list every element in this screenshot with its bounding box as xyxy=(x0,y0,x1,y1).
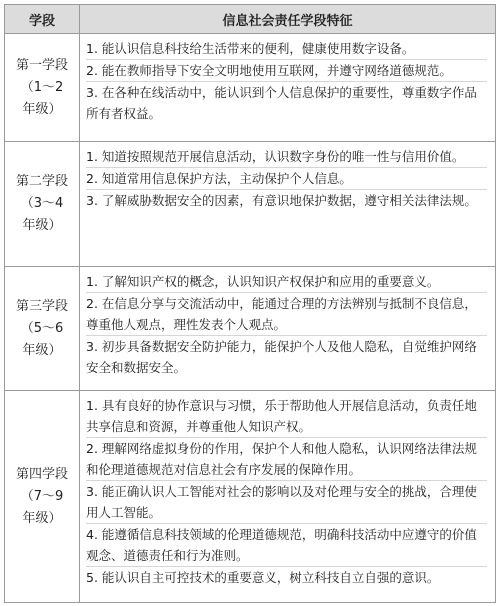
feature-cell xyxy=(80,391,496,603)
feature-item: 2. 知道常用信息保护方法，主动保护个人信息。 xyxy=(86,167,487,189)
table-row xyxy=(5,34,496,142)
stage-cell xyxy=(5,142,80,267)
feature-item: 1. 知道按照规范开展信息活动，认识数字身份的唯一性与信用价值。 xyxy=(86,149,465,164)
feature-item: 5. 能认识自主可控技术的重要意义，树立科技自立自强的意识。 xyxy=(86,566,487,588)
feature-item: 3. 了解威胁数据安全的因素，有意识地保护数据，遵守相关法律法规。 xyxy=(86,189,487,211)
stage-name: 第四学段 xyxy=(15,466,68,482)
table-row xyxy=(5,391,496,603)
stage-cell xyxy=(5,267,80,391)
stage-range: （7～9 xyxy=(20,488,64,504)
stage-range: （1～2 xyxy=(20,79,64,95)
stage-name: 第二学段 xyxy=(15,174,68,189)
table-row xyxy=(5,142,496,267)
header-stage: 学段 xyxy=(5,5,80,34)
feature-item: 1. 能认识信息科技给生活带来的便利，健康使用数字设备。 xyxy=(86,41,415,56)
feature-item: 2. 理解网络虚拟身份的作用，保护个人和他人隐私，认识网络法律法规和伦理道德规范对信息社会有序发展的保障作用。 xyxy=(86,437,487,480)
feature-item: 3. 在各种在线活动中，能认识到个人信息保护的重要性，尊重数字作品所有者权益。 xyxy=(86,81,487,124)
stage-grade: 年级） xyxy=(22,342,62,358)
feature-cell xyxy=(80,34,496,142)
stage-name: 第一学段 xyxy=(15,57,68,73)
header-feature: 信息社会责任学段特征 xyxy=(80,5,496,34)
stage-grade: 年级） xyxy=(22,218,62,233)
feature-cell xyxy=(80,267,496,391)
stage-grade: 年级） xyxy=(22,510,62,526)
table-row xyxy=(5,267,496,391)
header-row xyxy=(5,5,496,34)
feature-cell xyxy=(80,142,496,267)
feature-item: 1. 了解知识产权的概念，认识知识产权保护和应用的重要意义。 xyxy=(86,274,440,289)
stage-name: 第三学段 xyxy=(15,298,68,314)
feature-item: 2. 在信息分享与交流活动中，能通过合理的方法辨别与抵制不良信息，尊重他人观点，理性发表个人观点。 xyxy=(86,292,487,335)
feature-item: 3. 初步具备数据安全防护能力，能保护个人及他人隐私，自觉维护网络安全和数据安全。 xyxy=(86,335,487,378)
feature-item: 3. 能正确认识人工智能对社会的影响以及对伦理与安全的挑战，合理使用人工智能。 xyxy=(86,480,487,523)
stage-cell xyxy=(5,34,80,142)
stage-range: （3～4 xyxy=(20,196,64,211)
stage-cell xyxy=(5,391,80,603)
stage-range: （5～6 xyxy=(20,320,64,336)
feature-item: 4. 能遵循信息科技领域的伦理道德规范，明确科技活动中应遵守的价值观念、道德责任和行为准则。 xyxy=(86,523,487,566)
stage-feature-table xyxy=(4,4,496,603)
feature-item: 1. 具有良好的协作意识与习惯，乐于帮助他人开展信息活动，负责任地共享信息和资源，并尊重他人知识产权。 xyxy=(86,398,477,434)
feature-item: 2. 能在教师指导下安全文明地使用互联网，并遵守网络道德规范。 xyxy=(86,59,487,81)
stage-grade: 年级） xyxy=(22,101,62,117)
